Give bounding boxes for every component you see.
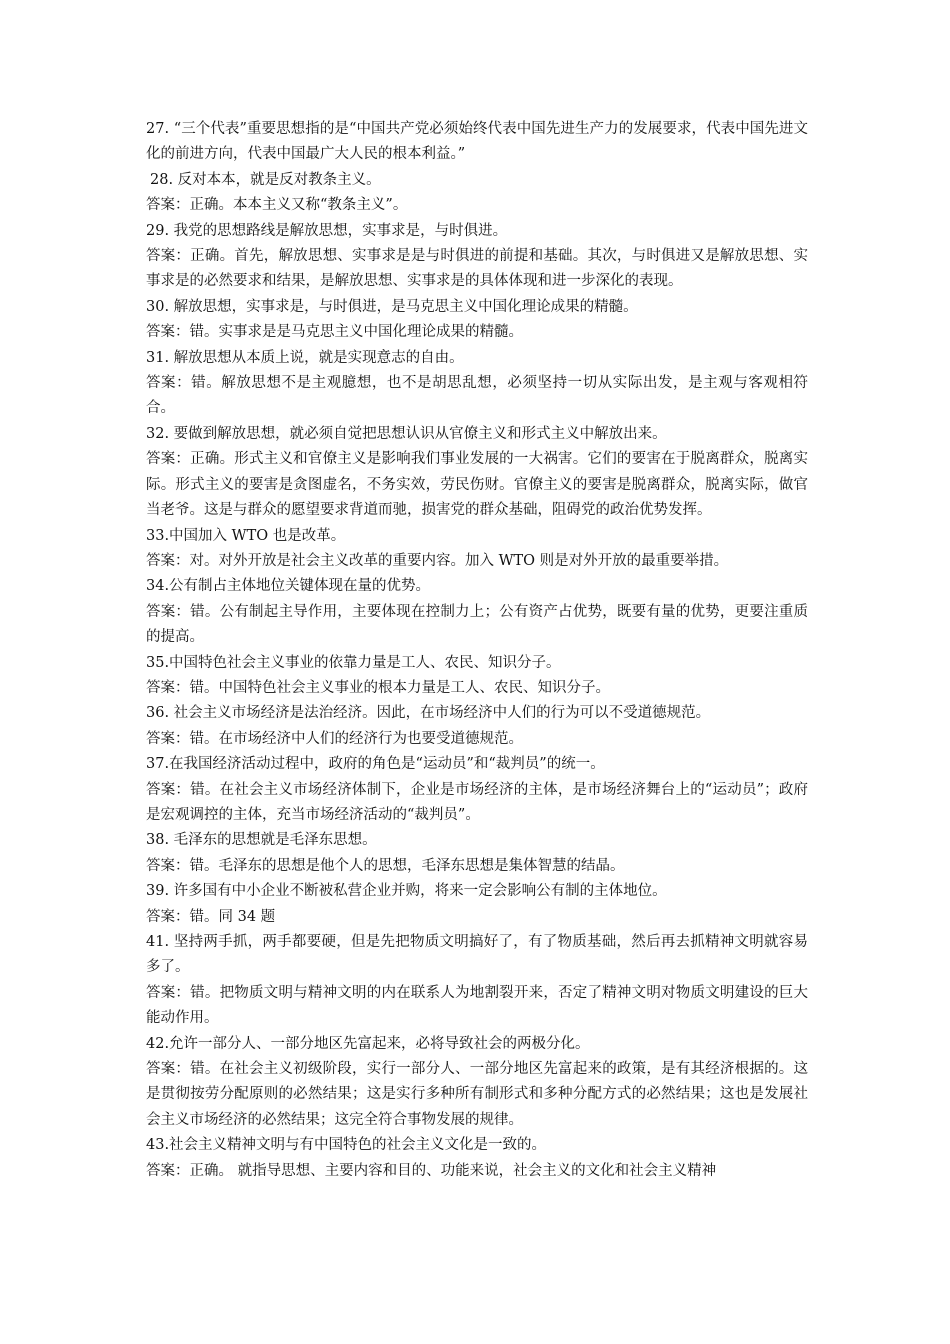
- question-28: 28. 反对本本，就是反对教条主义。: [150, 171, 381, 188]
- document-page: [146, 117, 808, 1184]
- answer-36: 答案：错。在市场经济中人们的经济行为也要受道德规范。: [146, 730, 523, 747]
- question-31: 31. 解放思想从本质上说，就是实现意志的自由。: [146, 349, 464, 366]
- answer-32: 答案：正确。形式主义和官僚主义是影响我们事业发展的一大祸害。它们的要害在于脱离群众，脱离实际。形式主义的要害是贪图虚名，不务实效，劳民伤财。官僚主义的要害是脱离群众，脱离实际，做官当老爷。这是与群众的愿望要求背道而驰，损害党的群众基础，阻碍党的政治优势发挥。: [146, 451, 808, 519]
- answer-37: 答案：错。在社会主义市场经济体制下，企业是市场经济的主体，是市场经济舞台上的“运动员”；政府是宏观调控的主体，充当市场经济活动的“裁判员”。: [146, 781, 808, 823]
- answer-38: 答案：错。毛泽东的思想是他个人的思想，毛泽东思想是集体智慧的结晶。: [146, 857, 625, 874]
- answer-28: 答案：正确。本本主义又称“教条主义”。: [146, 197, 408, 214]
- question-27: 27. “三个代表”重要思想指的是“中国共产党必须始终代表中国先进生产力的发展要求，代表中国先进文化的前进方向，代表中国最广大人民的根本利益。”: [146, 121, 808, 163]
- answer-39: 答案：错。同 34 题: [146, 908, 276, 925]
- answer-33: 答案：对。对外开放是社会主义改革的重要内容。加入 WTO 则是对外开放的最重要举措。: [146, 552, 729, 569]
- question-38: 38. 毛泽东的思想就是毛泽东思想。: [146, 832, 377, 849]
- answer-42: 答案：错。在社会主义初级阶段，实行一部分人、一部分地区先富起来的政策，是有其经济根据的。这是贯彻按劳分配原则的必然结果；这是实行多种所有制形式和多种分配方式的必然结果；这也是发展社会主义市场经济的必然结果；这完全符合事物发展的规律。: [146, 1061, 808, 1128]
- question-42: 42.允许一部分人、一部分地区先富起来，必将导致社会的两极分化。: [146, 1035, 590, 1052]
- question-35: 35.中国特色社会主义事业的依靠力量是工人、农民、知识分子。: [146, 654, 561, 671]
- answer-30: 答案：错。实事求是是马克思主义中国化理论成果的精髓。: [146, 324, 523, 341]
- question-39: 39. 许多国有中小企业不断被私营企业并购，将来一定会影响公有制的主体地位。: [146, 883, 667, 900]
- question-37: 37.在我国经济活动过程中，政府的角色是“运动员”和“裁判员”的统一。: [146, 756, 605, 773]
- answer-29: 答案：正确。首先，解放思想、实事求是是与时俱进的前提和基础。其次，与时俱进又是解放思想、实事求是的必然要求和结果，是解放思想、实事求是的具体体现和进一步深化的表现。: [146, 248, 808, 290]
- answer-34: 答案：错。公有制起主导作用，主要体现在控制力上；公有资产占优势，既要有量的优势，更要注重质的提高。: [146, 603, 808, 646]
- question-32: 32. 要做到解放思想，就必须自觉把思想认识从官僚主义和形式主义中解放出来。: [146, 425, 667, 442]
- answer-41: 答案：错。把物质文明与精神文明的内在联系人为地割裂开来，否定了精神文明对物质文明建设的巨大能动作用。: [146, 984, 808, 1027]
- answer-31: 答案：错。解放思想不是主观臆想，也不是胡思乱想，必须坚持一切从实际出发，是主观与客观相符合。: [146, 375, 808, 417]
- question-33: 33.中国加入 WTO 也是改革。: [146, 527, 346, 544]
- question-43: 43.社会主义精神文明与有中国特色的社会主义文化是一致的。: [146, 1137, 547, 1154]
- question-34: 34.公有制占主体地位关键体现在量的优势。: [146, 578, 431, 595]
- question-36: 36. 社会主义市场经济是法治经济。因此，在市场经济中人们的行为可以不受道德规范。: [146, 705, 711, 722]
- question-41: 41. 坚持两手抓，两手都要硬，但是先把物质文明搞好了，有了物质基础，然后再去抓精神文明就容易多了。: [146, 934, 808, 976]
- answer-35: 答案：错。中国特色社会主义事业的根本力量是工人、农民、知识分子。: [146, 679, 610, 696]
- question-29: 29. 我党的思想路线是解放思想，实事求是，与时俱进。: [146, 222, 508, 239]
- answer-43: 答案：正确。 就指导思想、主要内容和目的、功能来说，社会主义的文化和社会主义精神: [146, 1162, 717, 1179]
- question-30: 30. 解放思想，实事求是，与时俱进，是马克思主义中国化理论成果的精髓。: [146, 298, 638, 315]
